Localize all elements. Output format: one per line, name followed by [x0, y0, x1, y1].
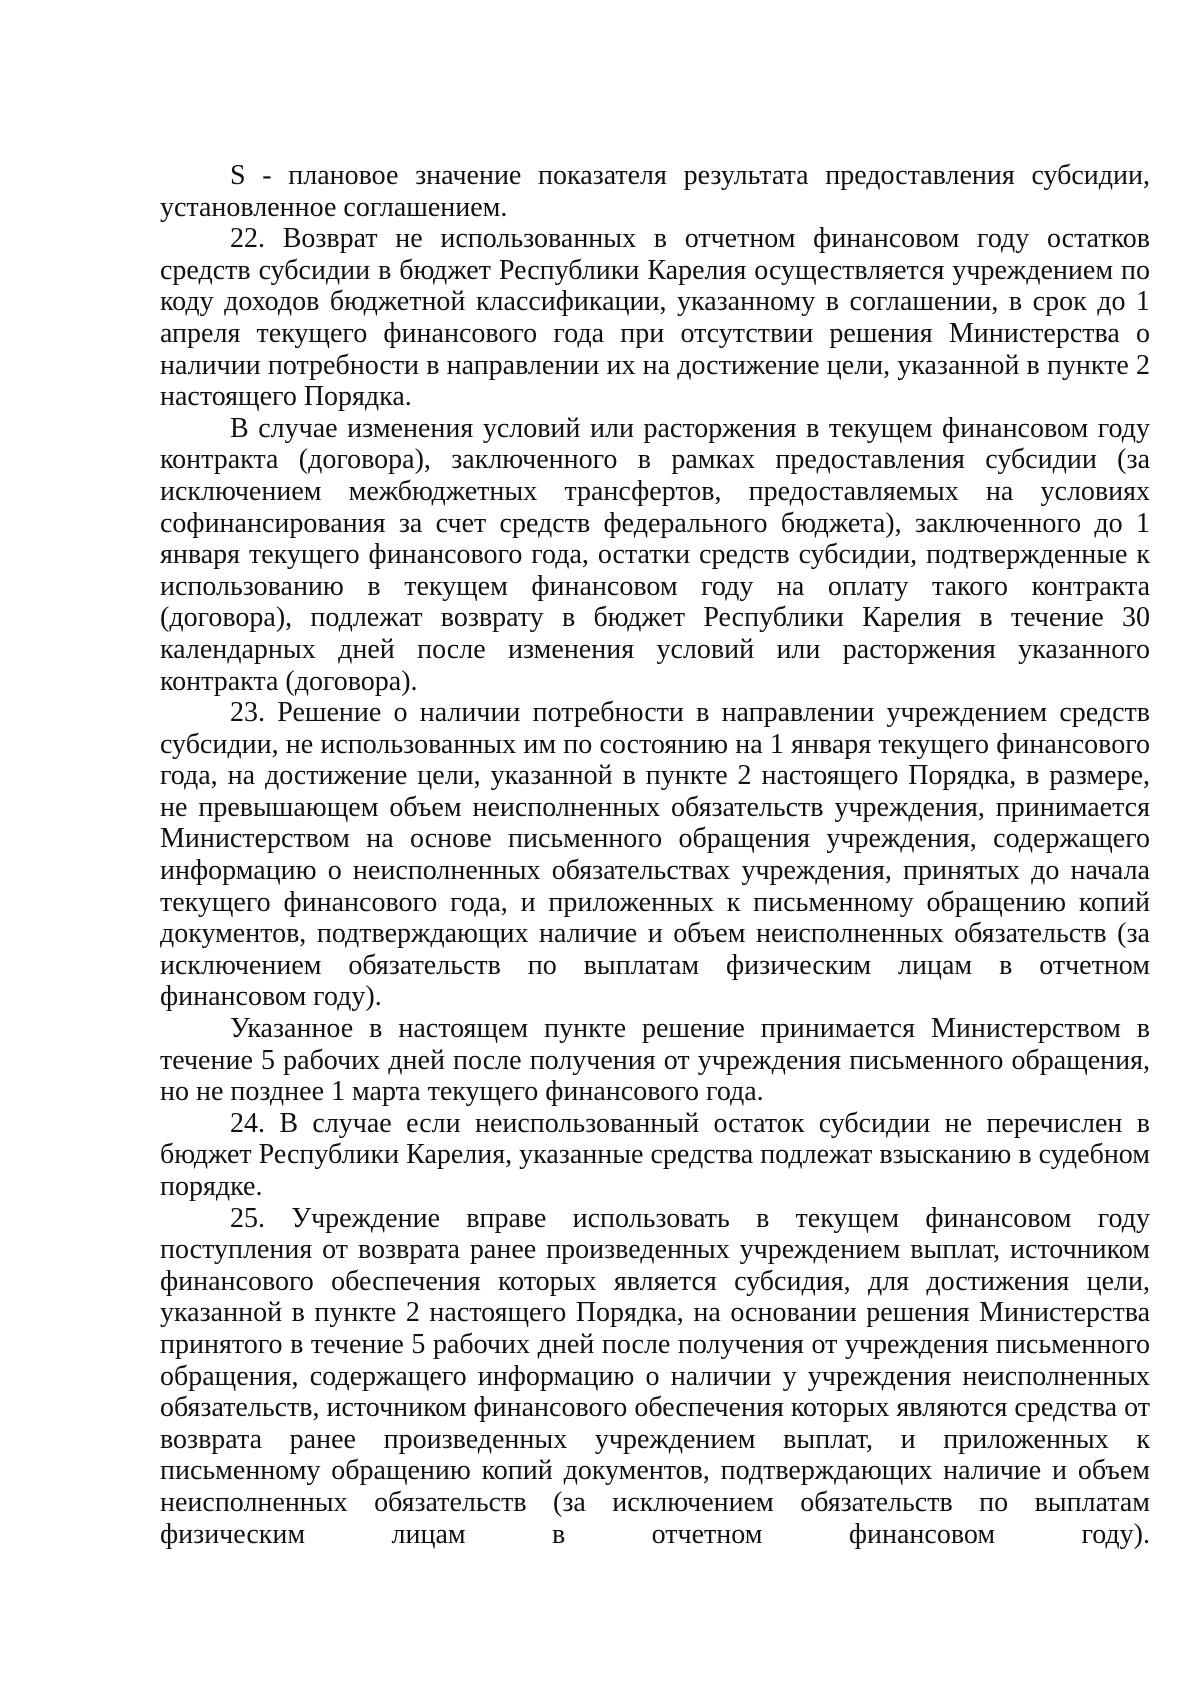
paragraph-item-24: 24. В случае если неиспользованный остаток субсидии не перечислен в бюджет Республики Карелия, указанные средства подлежат взысканию в судебном порядке. [160, 1107, 1150, 1202]
paragraph-item-25: 25. Учреждение вправе использовать в текущем финансовом году поступления от возврата ранее произведенных учреждением выплат, источником финансового обеспечения которых является субсидия, для достижения цели, указанной в пункте 2 настоящего Порядка, на основании решения Министерства принятого в течение 5 рабочих дней после получения от учреждения письменного обращения, содержащего информацию о наличии у учреждения неисполненных обязательств, источником финансового обеспечения которых являются средства от возврата ранее произведенных учреждением выплат, и приложенных к письменному обращению копий документов, подтверждающих наличие и объем неисполненных обязательств (за исключением обязательств по выплатам физическим лицам в отчетном финансовом году). [160, 1202, 1150, 1550]
paragraph-item-22-contract-change: В случае изменения условий или расторжения в текущем финансовом году контракта (договора), заключенного в рамках предоставления субсидии (за исключением межбюджетных трансфертов, предоставляемых на условиях софинансирования за счет средств федерального бюджета), заключенного до 1 января текущего финансового года, остатки средств субсидии, подтвержденные к использованию в текущем финансовом году на оплату такого контракта (договора), подлежат возврату в бюджет Республики Карелия в течение 30 календарных дней после изменения условий или расторжения указанного контракта (договора). [160, 412, 1150, 697]
paragraph-s-definition: S - плановое значение показателя результата предоставления субсидии, установленное соглашением. [160, 160, 1150, 223]
document-page [160, 160, 1150, 1550]
paragraph-item-22: 22. Возврат не использованных в отчетном финансовом году остатков средств субсидии в бюджет Республики Карелия осуществляется учреждением по коду доходов бюджетной классификации, указанному в соглашении, в срок до 1 апреля текущего финансового года при отсутствии решения Министерства о наличии потребности в направлении их на достижение цели, указанной в пункте 2 настоящего Порядка. [160, 223, 1150, 413]
paragraph-item-23: 23. Решение о наличии потребности в направлении учреждением средств субсидии, не использованных им по состоянию на 1 января текущего финансового года, на достижение цели, указанной в пункте 2 настоящего Порядка, в размере, не превышающем объем неисполненных обязательств учреждения, принимается Министерством на основе письменного обращения учреждения, содержащего информацию о неисполненных обязательствах учреждения, принятых до начала текущего финансового года, и приложенных к письменному обращению копий документов, подтверждающих наличие и объем неисполненных обязательств (за исключением обязательств по выплатам физическим лицам в отчетном финансовом году). [160, 697, 1150, 1013]
paragraph-item-23-decision-term: Указанное в настоящем пункте решение принимается Министерством в течение 5 рабочих дней после получения от учреждения письменного обращения, но не позднее 1 марта текущего финансового года. [160, 1013, 1150, 1108]
